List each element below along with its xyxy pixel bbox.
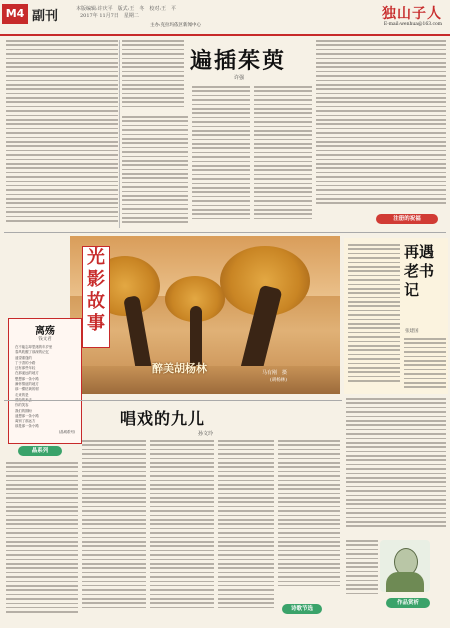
right-article-author: 张建国 [405,329,419,334]
bottom-body-text-5 [278,440,340,600]
poem-line: 那是那一条小路 [15,424,39,429]
poem-line: 遥想那一条小路 [15,413,39,418]
right-body-text-3 [346,398,446,536]
author-portrait [380,540,430,592]
article-title-top: 遍插茱萸 [190,48,287,74]
poem-line: 春风吹醒了那深的记忆 [15,350,49,355]
article-title-bottom: 唱戏的九儿 [120,409,206,428]
poem-line: 遥望重逢的 [15,355,32,360]
tag-center-bottom: 诗歌节选 [282,604,322,614]
right-body-text-4 [346,540,378,600]
poem-signature: (晶城系列) [58,429,75,434]
portrait-body [386,572,424,592]
poem-author: 钱文君 [38,337,52,342]
bottom-body-text-2 [82,440,146,622]
tag-mid-right: 注册的祝福 [376,214,438,224]
feature-photo [70,236,340,394]
poem-line: 我们的期盼 [15,408,32,413]
poem-title: 离殇 [35,326,55,337]
poem-line: 满怀情谊的地方 [15,382,39,387]
publisher-line: 主办:克拉玛依区新闻中心 [150,23,202,28]
body-text-col-3 [122,116,188,228]
poem-line: 在那遥远的地方 [15,371,39,376]
article-author-top: 许强 [234,75,245,81]
body-text-col-2 [122,40,184,112]
bottom-body-text-4 [218,440,274,622]
poem-line: 想想那一条小路 [15,376,39,381]
poem-line: 还有那些年轻 [15,366,36,371]
photo-credit-sub: (胡杨林) [270,378,288,383]
poem-line: 那一棵枯黄的树 [15,387,39,392]
poem-line: 离别了那远方 [15,419,36,424]
body-text-col-4 [192,86,250,228]
poem-box [8,318,82,444]
body-text-col-6 [316,40,446,212]
tag-left-bottom: 晶系列 [18,446,62,456]
bottom-body-text-3 [150,440,214,622]
tag-right-bottom: 作品赏析 [386,598,430,608]
paper-logo: 独山子人 [382,6,442,22]
poem-line: 在不能忘却思绪的年岁里 [15,345,53,349]
right-article-title: 再遇老书记 [404,243,435,299]
photo-caption: 醉美胡杨林 [152,362,207,375]
page-number-badge: M4 [2,4,28,24]
bottom-body-text-1 [6,462,78,622]
poem-line: 曾经的来去 [15,397,32,402]
poem-line: 你的笑容 [15,403,29,408]
section-divider [4,232,446,233]
poem-lines [15,345,75,435]
right-body-text-2 [404,338,446,392]
poem-line: 丁子香的小路 [15,360,36,365]
editor-line: 本版编辑:许庆平 版式:王 冬 校对:王 平 [76,6,177,12]
contact-line: E-mail:wenhua@163.com [383,22,442,27]
poem-line: 走来的是 [15,392,29,397]
body-text-col-1 [6,40,118,228]
photo-vertical-title: 光影故事 [82,246,110,348]
body-text-col-5 [254,86,312,228]
right-body-text-1 [348,244,400,390]
section-title: 副刊 [32,9,59,24]
page-header [0,0,450,36]
article-author-bottom: 孙文玲 [198,431,214,437]
column-rule [119,40,120,228]
photo-credit: 马有刚 摄 [262,370,288,376]
date-line: 2017年 11月7日 星期二 [80,13,139,19]
